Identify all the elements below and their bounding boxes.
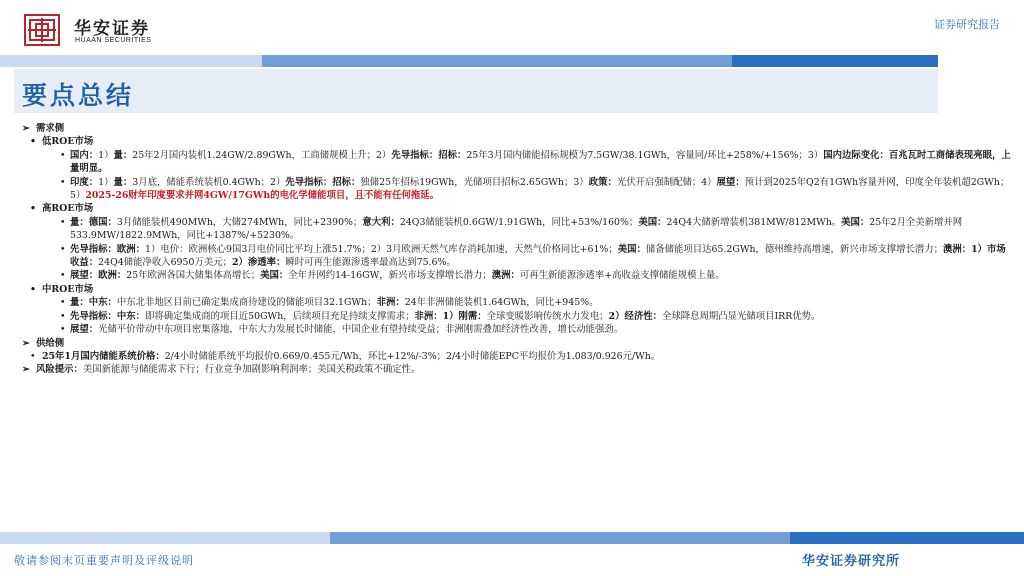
bullet-icon: •	[30, 136, 36, 148]
section-demand: ➢ 需求侧	[22, 123, 65, 134]
logo-subtext: HUAAN SECURITIES	[75, 37, 152, 44]
header-band-3	[732, 55, 938, 67]
title-bar	[14, 69, 938, 113]
list-item: • 量：德国：3月储能装机490MWh，大储274MWh，同比+2390%；意大利：24Q3储能装机0.6GW/1.91GWh，同比+53%/160%；美国：24Q4大储新增装机381MW/812MWh。美国：25年2月全美新增并网533.9MW/1822.9MWh，同比+1387%/+5230%。	[60, 216, 963, 242]
footer-band-1	[0, 532, 330, 544]
list-item: • 展望：光储平价带动中东项目密集落地，中东大力发展长时储能，中国企业有望持续受益；非洲刚需叠加经济性改善，增长动能强劲。	[60, 324, 624, 336]
bullet-icon: •	[30, 350, 36, 362]
footer-institute: 华安证券研究所	[801, 554, 900, 569]
list-item: • 25年1月国内储能系统价格：2/4小时储能系统平均报价0.669/0.455元/Wh，环比+12%/-3%；2/4小时储能EPC平均报价为1.083/0.926元/Wh。	[30, 350, 661, 362]
content	[22, 122, 1012, 377]
footer-bands	[0, 532, 1024, 544]
footer-band-3	[790, 532, 1024, 544]
bullet-icon: •	[60, 270, 66, 282]
section-high-roe: • 高ROE市场	[30, 203, 94, 215]
bullet-icon: •	[60, 149, 66, 161]
list-item: • 先导指标：欧洲：1）电价：欧洲核心9国3月电价同比平均上涨51.7%；2）3月欧洲天然气库存消耗加速，天然气价格同比+61%；美国：储备储能项目达65.2GWh，德州维持高增速，新兴市场支撑增长潜力；澳洲：1）市场收益：24Q4储能净收入6950万美元；2）渗透率：瞬时可再生能源渗透率最高达到75.6%。	[60, 243, 1006, 269]
section-risk: ➢ 风险提示：美国新能源与储能需求下行；行业竞争加剧影响利润率；美国关税政策不确定性。	[22, 364, 421, 376]
arrow-marker-icon: ➢	[22, 123, 30, 134]
header-band-2	[262, 55, 732, 67]
bullet-icon: •	[60, 243, 66, 255]
logo-text: 华安证券	[74, 19, 150, 39]
bullet-icon: •	[60, 297, 66, 309]
list-item: • 展望：欧洲：25年欧洲各国大储集体高增长；美国：全年并网约14-16GW，新兴市场支撑增长潜力；澳洲：可再生新能源渗透率+高收益支撑储能规模上量。	[60, 270, 725, 282]
bullet-icon: •	[60, 310, 66, 322]
footer-band-2	[330, 532, 790, 544]
list-item: • 先导指标：中东：即将确定集成商的项目近50GWh，后续项目充足持续支撑需求；非洲：1）刚需：全球变暖影响传统水力发电；2）经济性：全球降息周期凸显光储项目IRR优势。	[60, 310, 821, 322]
bullet-icon: •	[60, 324, 66, 336]
list-item: • 量：中东：中东北非地区目前已确定集成商待建设的储能项目32.1GWh；非洲：24年非洲储能装机1.64GWh，同比+945%。	[60, 297, 599, 309]
header	[0, 0, 1024, 56]
footer-disclaimer: 敬请参阅末页重要声明及评级说明	[14, 554, 194, 567]
logo-icon	[24, 14, 60, 46]
section-supply: ➢ 供给侧	[22, 337, 65, 349]
arrow-marker-icon: ➢	[22, 364, 30, 376]
arrow-marker-icon: ➢	[22, 337, 30, 349]
page-title: 要点总结	[22, 81, 135, 110]
bullet-icon: •	[60, 216, 66, 228]
list-item: • 国内：1）量：25年2月国内装机1.24GW/2.89GWh，工商储规模上升；2）先导指标：招标：25年3月国内储能招标规模为7.5GW/38.1GWh，容量同/环比+258%/+156%；3）国内边际变化：百兆瓦时工商储表现亮眼，上量明显。	[60, 149, 1011, 175]
report-tag: 证券研究报告	[934, 18, 1000, 31]
bullet-icon: •	[30, 203, 36, 215]
header-band-1	[0, 55, 262, 67]
bullet-icon: •	[30, 283, 36, 295]
list-item: • 印度：1）量：3月底，储能系统装机0.4GWh；2）先导指标：招标：独储25年招标19GWh，光储项目招标2.65GWh；3）政策：光伏开启强制配储；4）展望：预计到2025年Q2有1GWh容量并网，印度全年装机超2GWh；5）2025-26财年印度要求并网4GW/17GWh的电化学储能项目，且不能有任何拖延。	[60, 176, 1010, 202]
bullet-icon: •	[60, 176, 66, 188]
section-mid-roe: • 中ROE市场	[30, 283, 94, 295]
section-low-roe: • 低ROE市场	[30, 136, 94, 148]
